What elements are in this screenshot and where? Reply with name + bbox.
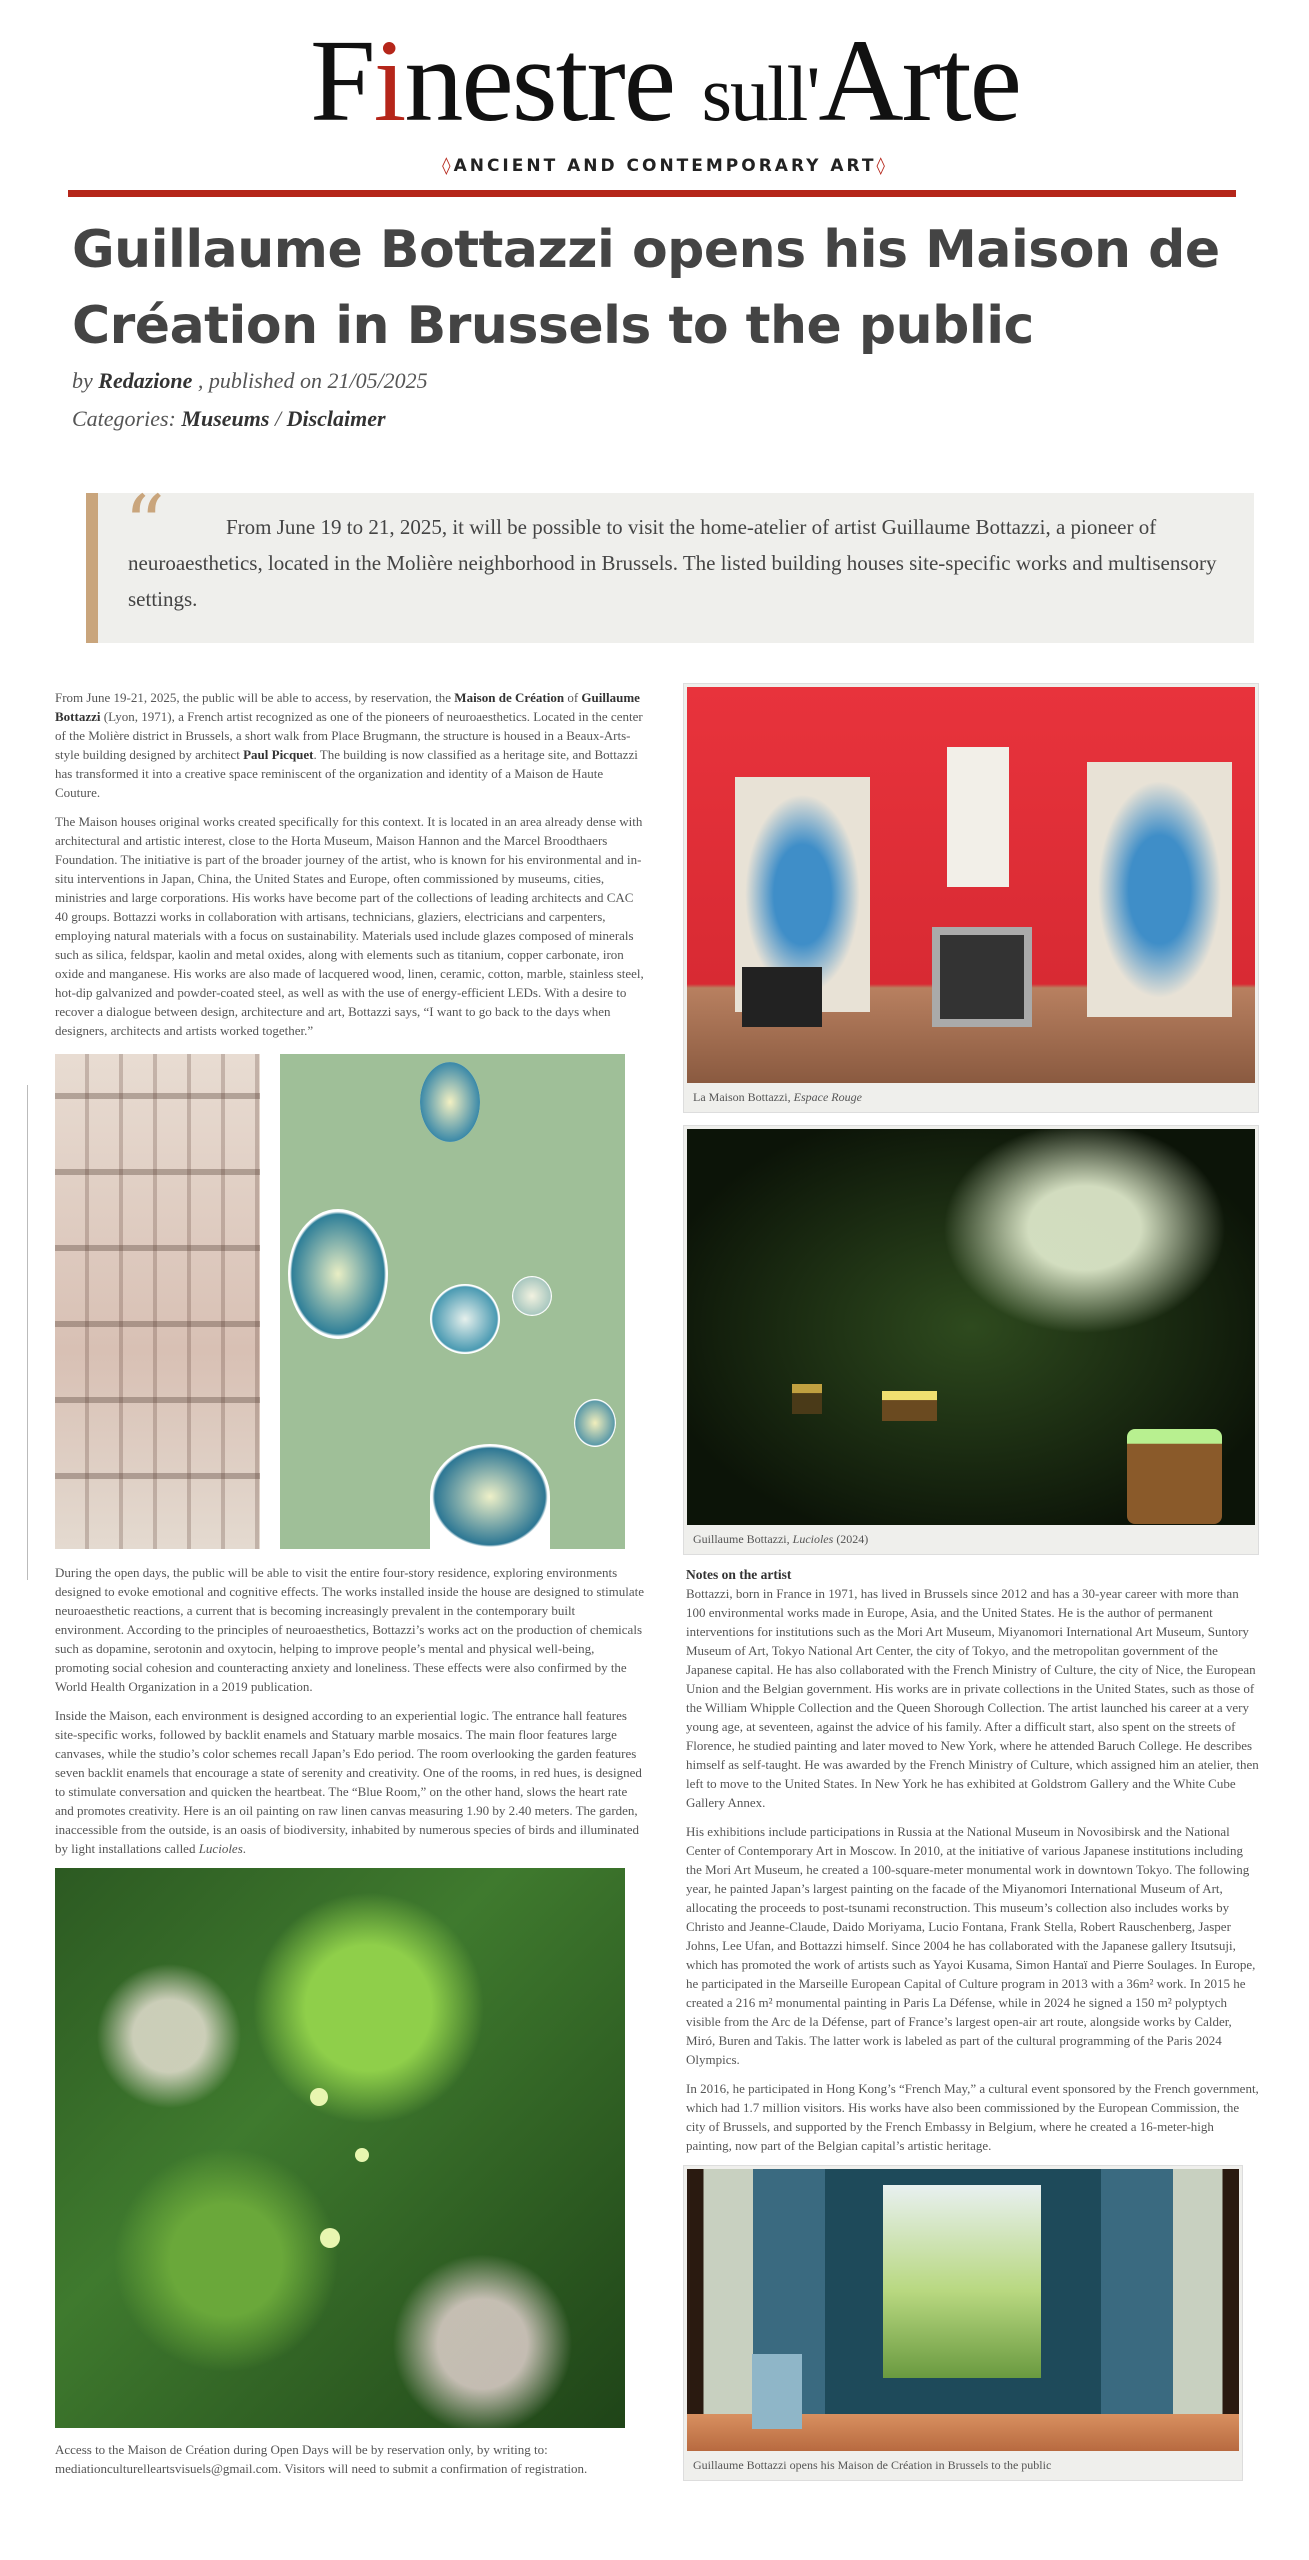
- page-title: Guillaume Bottazzi opens his Maison de Création in Brussels to the public: [72, 220, 1220, 356]
- building-facade-image: [55, 1054, 260, 1549]
- article-body-left-top: [55, 688, 645, 1050]
- quote-mark-icon: “: [124, 478, 165, 571]
- category-link-disclaimer[interactable]: Disclaimer: [286, 406, 386, 431]
- image-pair: [55, 1054, 625, 1549]
- site-logo[interactable]: [215, 15, 1115, 176]
- lead-quote: [86, 478, 1254, 643]
- categories: Categories: Museums / Disclaimer: [72, 406, 386, 431]
- header-divider: [68, 190, 1236, 197]
- figure-caption: La Maison Bottazzi, Espace Rouge: [693, 1090, 862, 1104]
- logo-tagline: ◊ANCIENT AND CONTEMPORARY ART◊: [442, 156, 888, 176]
- left-column: [55, 688, 645, 2488]
- figure-blue-room: [683, 2165, 1243, 2481]
- paragraph: Bottazzi, born in France in 1971, has lived in Brussels since 2012 and has a 30-year career with more than 100 environmental works made in Europe, Asia, and the United States. He is the author of permanent interventions for institutions such as the Mori Art Museum, Miyanomori International Art Museum, Suntory Museum of Art, Tokyo National Art Center, the city of Tokyo, and the metropolitan government of the Japanese capital. He has also collaborated with the French Ministry of Culture, the city of Nice, the European Union and the Belgian government. His works are in private collections in the United States, such as those of the William Whipple Collection and the Queen Shorough Collection. The artist launched his career at a very young age, at seventeen, against the advice of his family. After a difficult start, also spent on the streets of Florence, he studied painting and later moved to New York, where he attended Baruch College. He describes himself as self-taught. He was awarded by the French Ministry of Culture, which assigned him an atelier, then left to move to the United States. In New York he has exhibited at Goldstrom Gallery and the White Cube Gallery Annex.: [686, 1586, 1259, 1810]
- diamond-icon: ◊: [876, 156, 888, 176]
- paragraph: During the open days, the public will be able to visit the entire four-story residence, exploring environments designed to evoke emotional and cognitive effects. The works installed inside the house are designed to stimulate neuroaesthetic reactions, a current that is becoming increasingly prevalent in the contemporary built environment. According to the principles of neuroaesthetics, Bottazzi’s works act on the production of chemicals such as dopamine, serotonin and oxytocin, helping to improve people’s mental and physical well-being, promoting social cohesion and counteracting anxiety and loneliness. These effects were also confirmed by the World Health Organization in a 2019 publication.: [55, 1565, 645, 1694]
- article-body-left-bottom: [55, 2440, 645, 2488]
- column-rule: [27, 1085, 28, 1580]
- red-room-image: [687, 687, 1255, 1083]
- article-body-left-middle: [55, 1563, 645, 1868]
- paragraph: Inside the Maison, each environment is designed according to an experiential logic. The entrance hall features site-specific works, followed by backlit enamels and Statuary marble mosaics. The main floor features large canvases, while the studio’s color schemes recall Japan’s Edo period. The room overlooking the garden features seven backlit enamels that encourage a state of serenity and creativity. One of the rooms, in red hues, is designed to stimulate conversation and quicken the heartbeat. The “Blue Room,” on the other hand, slows the heart rate and promotes creativity. Here is an oil painting on raw linen canvas measuring 1.90 by 2.40 meters. The garden, inaccessible from the outside, is an oasis of biodiversity, inhabited by numerous species of birds and illuminated by light installations called Lucioles.: [55, 1708, 642, 1856]
- figure-caption: Guillaume Bottazzi opens his Maison de Création in Brussels to the public: [693, 2458, 1052, 2472]
- author-link[interactable]: Redazione: [98, 368, 193, 393]
- category-link-museums[interactable]: Museums: [181, 406, 270, 431]
- figure-red-room: [683, 683, 1259, 1113]
- diamond-icon: ◊: [442, 156, 454, 176]
- paragraph: In 2016, he participated in Hong Kong’s “French May,” a cultural event sponsored by the French government, which had 1.7 million visitors. His works have also been commissioned by the European Commission, the city of Brussels, and supported by the French Embassy in Belgium, where he created a 16-meter-high painting, now part of the Belgian capital’s artistic heritage.: [686, 2081, 1259, 2153]
- figure-caption: Guillaume Bottazzi, Lucioles (2024): [693, 1532, 869, 1546]
- lead-text: From June 19 to 21, 2025, it will be possible to visit the home-atelier of artist Guillaume Bottazzi, a pioneer of neuroaesthetics, located in the Molière neighborhood in Brussels. The listed building houses site-specific works and multisensory settings.: [128, 515, 1217, 611]
- figure-lucioles: [683, 1125, 1259, 1555]
- artist-notes: [683, 1565, 1261, 2165]
- logo-wordmark: Finestre sull'Arte: [309, 15, 1021, 146]
- lucioles-image: [687, 1129, 1255, 1525]
- enamel-plates-image: [280, 1054, 625, 1549]
- paragraph: His exhibitions include participations in Russia at the National Museum in Novosibirsk and the National Center of Contemporary Art in Moscow. In 2010, at the initiative of various Japanese institutions including the Mori Art Museum, he created a 100-square-meter monumental work in downtown Tokyo. The following year, he painted Japan’s largest painting on the facade of the Miyanomori International Museum of Art, allocating the proceeds to post-tsunami reconstruction. This museum’s collection also includes works by Christo and Jeanne-Claude, Daido Moriyama, Lucio Fontana, Frank Stella, Robert Rauschenberg, Jasper Johns, Lee Ufan, and Bottazzi himself. Since 2004 he has collaborated with the Japanese gallery Itsutsuji, which has promoted the work of artists such as Yayoi Kusama, Simon Hantaï and Pierre Soulages. In Europe, he participated in the Marseille European Capital of Culture program in 2013 with a 36m² work. In 2015 he created a 216 m² monumental painting in Paris La Défense, while in 2024 he signed a 150 m² polyptych visible from the Arc de la Défense, part of France’s largest open-air art route, alongside works by Calder, Miró, Buren and Takis. The latter work is labeled as part of the cultural programming of the Paris 2024 Olympics.: [686, 1824, 1256, 2067]
- garden-aerial-image: [55, 1868, 625, 2428]
- paragraph: Access to the Maison de Création during Open Days will be by reservation only, by writing to: mediationculturelleartsvisuels@gmail.com. Visitors will need to submit a confirmation of registration.: [55, 2442, 588, 2476]
- publish-date: 21/05/2025: [327, 368, 428, 393]
- paragraph: From June 19-21, 2025, the public will be able to access, by reservation, the Maison de Création of Guillaume Bottazzi (Lyon, 1971), a French artist recognized as one of the pioneers of neuroaesthetics. Located in the center of the Molière district in Brussels, a short walk from Place Brugmann, the structure is housed in a Beaux-Arts-style building designed by architect Paul Picquet. The building is now classified as a heritage site, and Bottazzi has transformed it into a creative space reminiscent of the organization and identity of a Maison de Haute Couture.: [55, 690, 643, 800]
- right-column: [683, 683, 1261, 2481]
- byline: by Redazione , published on 21/05/2025: [72, 368, 428, 393]
- notes-heading: Notes on the artist: [686, 1567, 792, 1582]
- blue-room-image: [687, 2169, 1239, 2451]
- paragraph: The Maison houses original works created specifically for this context. It is located in an area already dense with architectural and artistic interest, close to the Horta Museum, Maison Hannon and the Marcel Broodthaers Foundation. The initiative is part of the broader journey of the artist, who is known for his environmental and in-situ interventions in Japan, China, the United States and Europe, often commissioned by museums, cities, ministries and large corporations. His works have become part of the collections of leading architects and CAC 40 groups. Bottazzi works in collaboration with artisans, technicians, glaziers, electricians and carpenters, employing natural materials with a focus on sustainability. Materials used include glazes composed of minerals such as silica, feldspar, kaolin and metal oxides, along with elements such as titanium, copper carbonate, iron oxide and manganese. His works are also made of lacquered wood, linen, ceramic, cotton, marble, stainless steel, hot-dip galvanized and powder-coated steel, as well as with the use of energy-efficient LEDs. With a desire to recover a dialogue between design, architecture and art, Bottazzi says, “I want to go back to the days when designers, architects and artists worked together.”: [55, 814, 644, 1038]
